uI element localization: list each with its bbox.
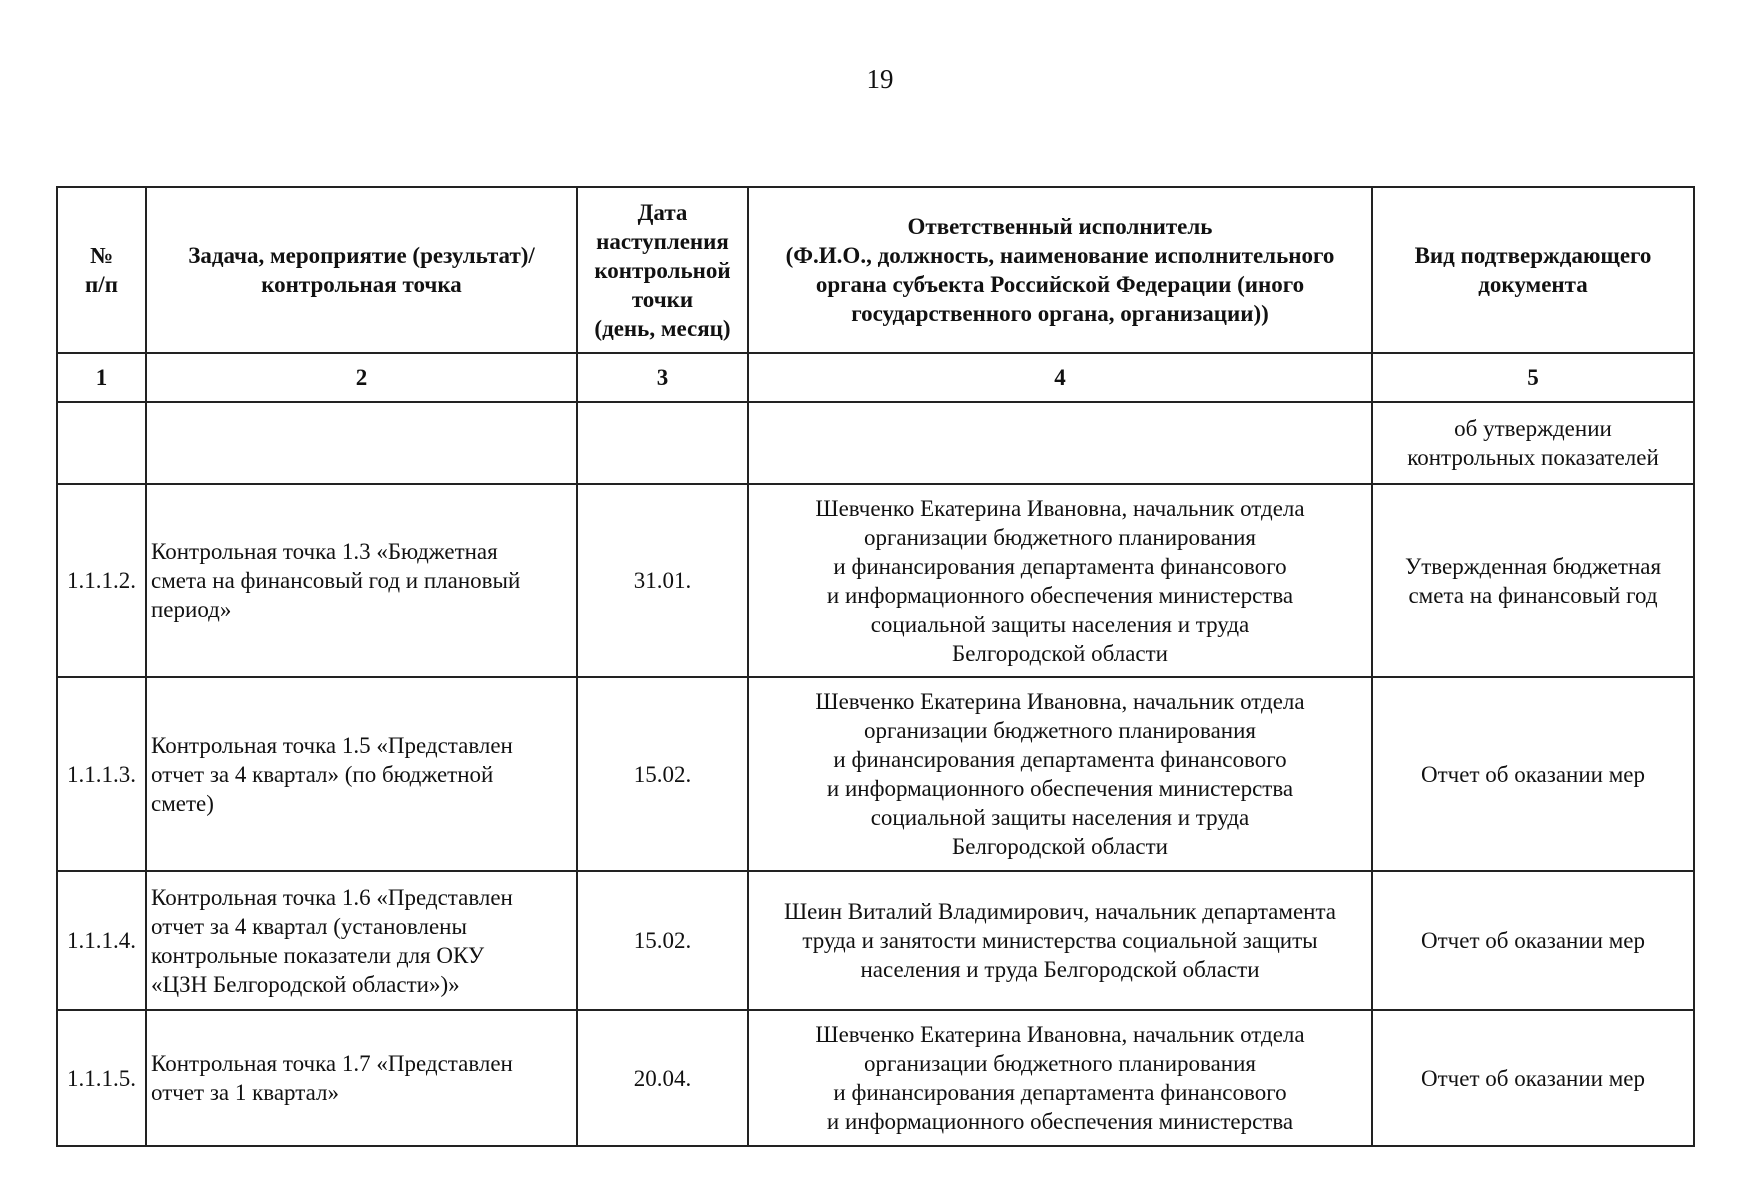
table-row — [57, 1010, 1694, 1146]
row-date: 15.02. — [577, 871, 748, 1010]
control-points-table — [56, 186, 1695, 1147]
row-task: Контрольная точка 1.7 «Представлен отчет за 1 квартал» — [146, 1010, 577, 1146]
row-document: Отчет об оказании мер — [1372, 1010, 1694, 1146]
column-index: 4 — [748, 353, 1372, 402]
row-date — [577, 402, 748, 484]
table-header-row — [57, 187, 1694, 353]
table-row — [57, 871, 1694, 1010]
row-executor: Шевченко Екатерина Ивановна, начальник отдела организации бюджетного планирования и финансирования департамента финансового и информационного обеспечения министерства социальной защиты населения и труда Белгородской области — [748, 484, 1372, 677]
row-task: Контрольная точка 1.5 «Представлен отчет за 4 квартал» (по бюджетной смете) — [146, 677, 577, 871]
row-date: 20.04. — [577, 1010, 748, 1146]
row-number: 1.1.1.4. — [57, 871, 146, 1010]
header-task: Задача, мероприятие (результат)/ контрольная точка — [146, 187, 577, 353]
table-row — [57, 484, 1694, 677]
page-number: 19 — [866, 64, 894, 94]
table-row — [57, 402, 1694, 484]
row-executor: Шеин Виталий Владимирович, начальник департамента труда и занятости министерства социальной защиты населения и труда Белгородской области — [748, 871, 1372, 1010]
row-document: Утвержденная бюджетная смета на финансовый год — [1372, 484, 1694, 677]
column-index: 1 — [57, 353, 146, 402]
column-index: 3 — [577, 353, 748, 402]
row-number: 1.1.1.3. — [57, 677, 146, 871]
row-executor: Шевченко Екатерина Ивановна, начальник отдела организации бюджетного планирования и финансирования департамента финансового и информационного обеспечения министерства социальной защиты населения и труда Белгородской области — [748, 677, 1372, 871]
row-document: Отчет об оказании мер — [1372, 871, 1694, 1010]
row-executor: Шевченко Екатерина Ивановна, начальник отдела организации бюджетного планирования и финансирования департамента финансового и информационного обеспечения министерства — [748, 1010, 1372, 1146]
row-task: Контрольная точка 1.6 «Представлен отчет за 4 квартал (установлены контрольные показатели для ОКУ «ЦЗН Белгородской области»)» — [146, 871, 577, 1010]
row-document: об утверждении контрольных показателей — [1372, 402, 1694, 484]
row-date: 31.01. — [577, 484, 748, 677]
row-executor — [748, 402, 1372, 484]
header-number: № п/п — [57, 187, 146, 353]
header-document: Вид подтверждающего документа — [1372, 187, 1694, 353]
column-index: 5 — [1372, 353, 1694, 402]
row-task: Контрольная точка 1.3 «Бюджетная смета на финансовый год и плановый период» — [146, 484, 577, 677]
header-executor: Ответственный исполнитель (Ф.И.О., должность, наименование исполнительного органа субъекта Российской Федерации (иного государственного органа, организации)) — [748, 187, 1372, 353]
row-number — [57, 402, 146, 484]
row-task — [146, 402, 577, 484]
row-document: Отчет об оказании мер — [1372, 677, 1694, 871]
row-number: 1.1.1.2. — [57, 484, 146, 677]
column-index-row — [57, 353, 1694, 402]
table-row — [57, 677, 1694, 871]
row-number: 1.1.1.5. — [57, 1010, 146, 1146]
row-date: 15.02. — [577, 677, 748, 871]
column-index: 2 — [146, 353, 577, 402]
header-date: Дата наступления контрольной точки (день, месяц) — [577, 187, 748, 353]
